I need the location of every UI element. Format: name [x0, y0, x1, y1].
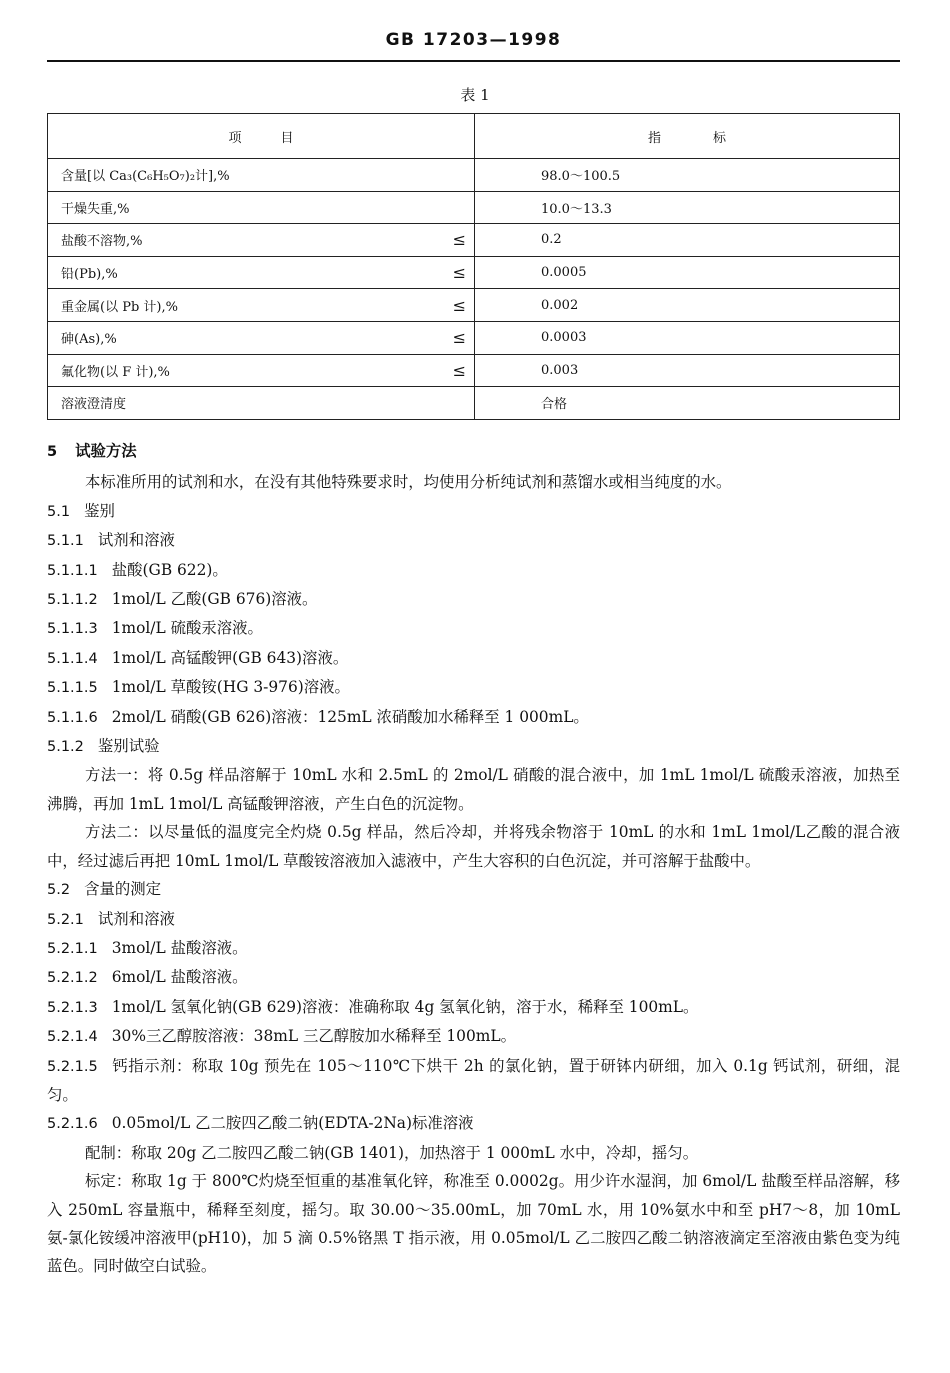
- item-number: 5.1.1.2: [47, 592, 98, 609]
- heading-5-2-1: [47, 905, 900, 934]
- number-5-1-1: 5.1.1: [47, 533, 84, 550]
- item-label: 砷(As),%: [61, 332, 117, 348]
- table-cell-item: [48, 159, 475, 192]
- table-cell-item: [48, 289, 475, 322]
- title-5-1-1: 试剂和溶液: [97, 531, 175, 550]
- table-cell-value: 0.003: [475, 354, 900, 387]
- list-item: [47, 1109, 900, 1138]
- item-text: 0.05mol/L 乙二胺四乙酸二钠(EDTA-2Na)标准溶液: [111, 1114, 474, 1133]
- list-5-1-1: [47, 556, 900, 732]
- list-item: [47, 963, 900, 992]
- spec-table: [47, 113, 900, 420]
- list-item: [47, 703, 900, 732]
- number-5-1: 5.1: [47, 503, 71, 520]
- heading-5-1-2: [47, 732, 900, 761]
- intro-text: 本标准所用的试剂和水，在没有其他特殊要求时，均使用分析纯试剂和蒸馏水或相当纯度的水。: [85, 473, 732, 492]
- leq-symbol: ≤: [452, 295, 466, 315]
- table-body: [48, 159, 900, 420]
- table-row: [48, 191, 900, 224]
- heading-5-1-1: [47, 526, 900, 555]
- header-rule: [47, 60, 900, 62]
- item-number: 5.2.1.2: [47, 970, 98, 987]
- item-number: 5.2.1.3: [47, 999, 98, 1016]
- leq-symbol: ≤: [452, 328, 466, 348]
- item-text: 1mol/L 草酸铵(HG 3-976)溶液。: [111, 678, 350, 697]
- table-cell-value: 0.002: [475, 289, 900, 322]
- table-cell-item: [48, 321, 475, 354]
- table-cell-value: 合格: [475, 387, 900, 420]
- list-item: [47, 644, 900, 673]
- title-5-2: 含量的测定: [84, 880, 162, 899]
- list-item: [47, 673, 900, 702]
- table-cell-item: [48, 191, 475, 224]
- table-cell-value: 10.0～13.3: [475, 191, 900, 224]
- table-cell-item: [48, 256, 475, 289]
- header-value: 指 标: [475, 114, 900, 159]
- leq-symbol: ≤: [452, 263, 466, 283]
- item-label: 盐酸不溶物,%: [61, 234, 143, 250]
- list-item: [47, 934, 900, 963]
- leq-symbol: ≤: [452, 230, 466, 250]
- item-label: 溶液澄清度: [61, 397, 127, 413]
- list-item: [47, 585, 900, 614]
- item-label: 氟化物(以 F 计),%: [61, 364, 170, 380]
- list-item: [47, 993, 900, 1022]
- item-label: 重金属(以 Pb 计),%: [61, 299, 178, 315]
- list-5-2-1: [47, 934, 900, 1139]
- preparation: 配制：称取 20g 乙二胺四乙酸二钠(GB 1401)，加热溶于 1 000mL 水中，冷却，摇匀。: [85, 1143, 699, 1162]
- list-item: [47, 614, 900, 643]
- table-caption: 表 1: [460, 86, 490, 104]
- item-number: 5.1.1.3: [47, 621, 98, 638]
- heading-5-1: [47, 497, 900, 526]
- item-number: 5.1.1.6: [47, 709, 98, 726]
- item-label: 干燥失重,%: [61, 201, 130, 217]
- header-item: 项 目: [48, 114, 475, 159]
- item-text: 3mol/L 盐酸溶液。: [111, 938, 248, 957]
- standard-code-header: GB 17203—1998: [385, 30, 562, 50]
- list-item: [47, 556, 900, 585]
- list-item: [47, 1052, 900, 1110]
- item-text: 1mol/L 氢氧化钠(GB 629)溶液：准确称取 4g 氢氧化钠，溶于水，稀释至 100mL。: [111, 997, 699, 1016]
- item-number: 5.2.1.6: [47, 1116, 98, 1133]
- item-number: 5.2.1.5: [47, 1058, 98, 1075]
- table-row: [48, 387, 900, 420]
- title-5-1-2: 鉴别试验: [97, 737, 160, 756]
- item-label: 含量[以 Ca₃(C₆H₅O₇)₂计],%: [61, 169, 230, 185]
- heading-5-2: [47, 875, 900, 904]
- item-number: 5.2.1.1: [47, 940, 98, 957]
- section-number: 5: [47, 444, 58, 460]
- title-5-1: 鉴别: [84, 501, 115, 520]
- table-header-row: [48, 114, 900, 159]
- table-cell-value: 0.0005: [475, 256, 900, 289]
- table-cell-item: [48, 387, 475, 420]
- method-1: 方法一：将 0.5g 样品溶解于 10mL 水和 2.5mL 的 2mol/L 硝酸的混合液中，加 1mL 1mol/L 硫酸汞溶液，加热至沸腾，再加 1mL 1mol/L 高锰酸钾溶液，产生白色的沉淀物。: [47, 766, 900, 813]
- table-row: [48, 289, 900, 322]
- item-text: 6mol/L 盐酸溶液。: [111, 968, 248, 987]
- item-label: 铅(Pb),%: [61, 267, 118, 283]
- list-item: [47, 1022, 900, 1051]
- item-text: 1mol/L 高锰酸钾(GB 643)溶液。: [111, 648, 349, 667]
- number-5-2: 5.2: [47, 882, 71, 899]
- section-heading: [47, 437, 900, 466]
- table-cell-item: [48, 224, 475, 257]
- title-5-2-1: 试剂和溶液: [97, 909, 175, 928]
- item-number: 5.1.1.5: [47, 680, 98, 697]
- item-text: 1mol/L 乙酸(GB 676)溶液。: [111, 590, 318, 609]
- table-cell-item: [48, 354, 475, 387]
- table-row: [48, 354, 900, 387]
- item-text: 盐酸(GB 622)。: [111, 560, 228, 579]
- table-row: [48, 321, 900, 354]
- section-5: [47, 437, 900, 1281]
- leq-symbol: ≤: [452, 360, 466, 380]
- table-row: [48, 224, 900, 257]
- table-cell-value: 98.0～100.5: [475, 159, 900, 192]
- item-text: 30%三乙醇胺溶液：38mL 三乙醇胺加水稀释至 100mL。: [111, 1027, 516, 1046]
- number-5-2-1: 5.2.1: [47, 911, 84, 928]
- table-row: [48, 256, 900, 289]
- table-cell-value: 0.0003: [475, 321, 900, 354]
- item-text: 钙指示剂：称取 10g 预先在 105～110℃下烘干 2h 的氯化钠，置于研钵内研细，加入 0.1g 钙试剂，研细，混匀。: [47, 1056, 900, 1104]
- method-2: 方法二：以尽量低的温度完全灼烧 0.5g 样品，然后冷却，并将残余物溶于 10mL 的水和 1mL 1mol/L乙酸的混合液中，经过滤后再把 10mL 1mol/L 草酸铵溶液加入滤液中，产生大容积的白色沉淀，并可溶解于盐酸中。: [47, 823, 900, 870]
- item-number: 5.1.1.4: [47, 650, 98, 667]
- item-text: 2mol/L 硝酸(GB 626)溶液：125mL 浓硝酸加水稀释至 1 000mL。: [111, 707, 589, 726]
- table-row: [48, 159, 900, 192]
- item-text: 1mol/L 硫酸汞溶液。: [111, 619, 263, 638]
- item-number: 5.2.1.4: [47, 1029, 98, 1046]
- item-number: 5.1.1.1: [47, 562, 98, 579]
- standardization: 标定：称取 1g 于 800℃灼烧至恒重的基准氧化锌，称准至 0.0002g。用少许水湿润，加 6mol/L 盐酸至样品溶解，移入 250mL 容量瓶中，稀释至刻度，摇匀。取 30.00～35.00mL，加 70mL 水，用 10%氨水中和至 pH7～8，加 10mL 氨-氯化铵缓冲溶液甲(pH10)，加 5 滴 0.5%铬黑 T 指示液，用 0.05mol/L 乙二胺四乙酸二钠溶液滴定至溶液由紫色变为纯蓝色。同时做空白试验。: [47, 1172, 900, 1276]
- number-5-1-2: 5.1.2: [47, 739, 84, 756]
- section-title: 试验方法: [75, 442, 137, 460]
- table-cell-value: 0.2: [475, 224, 900, 257]
